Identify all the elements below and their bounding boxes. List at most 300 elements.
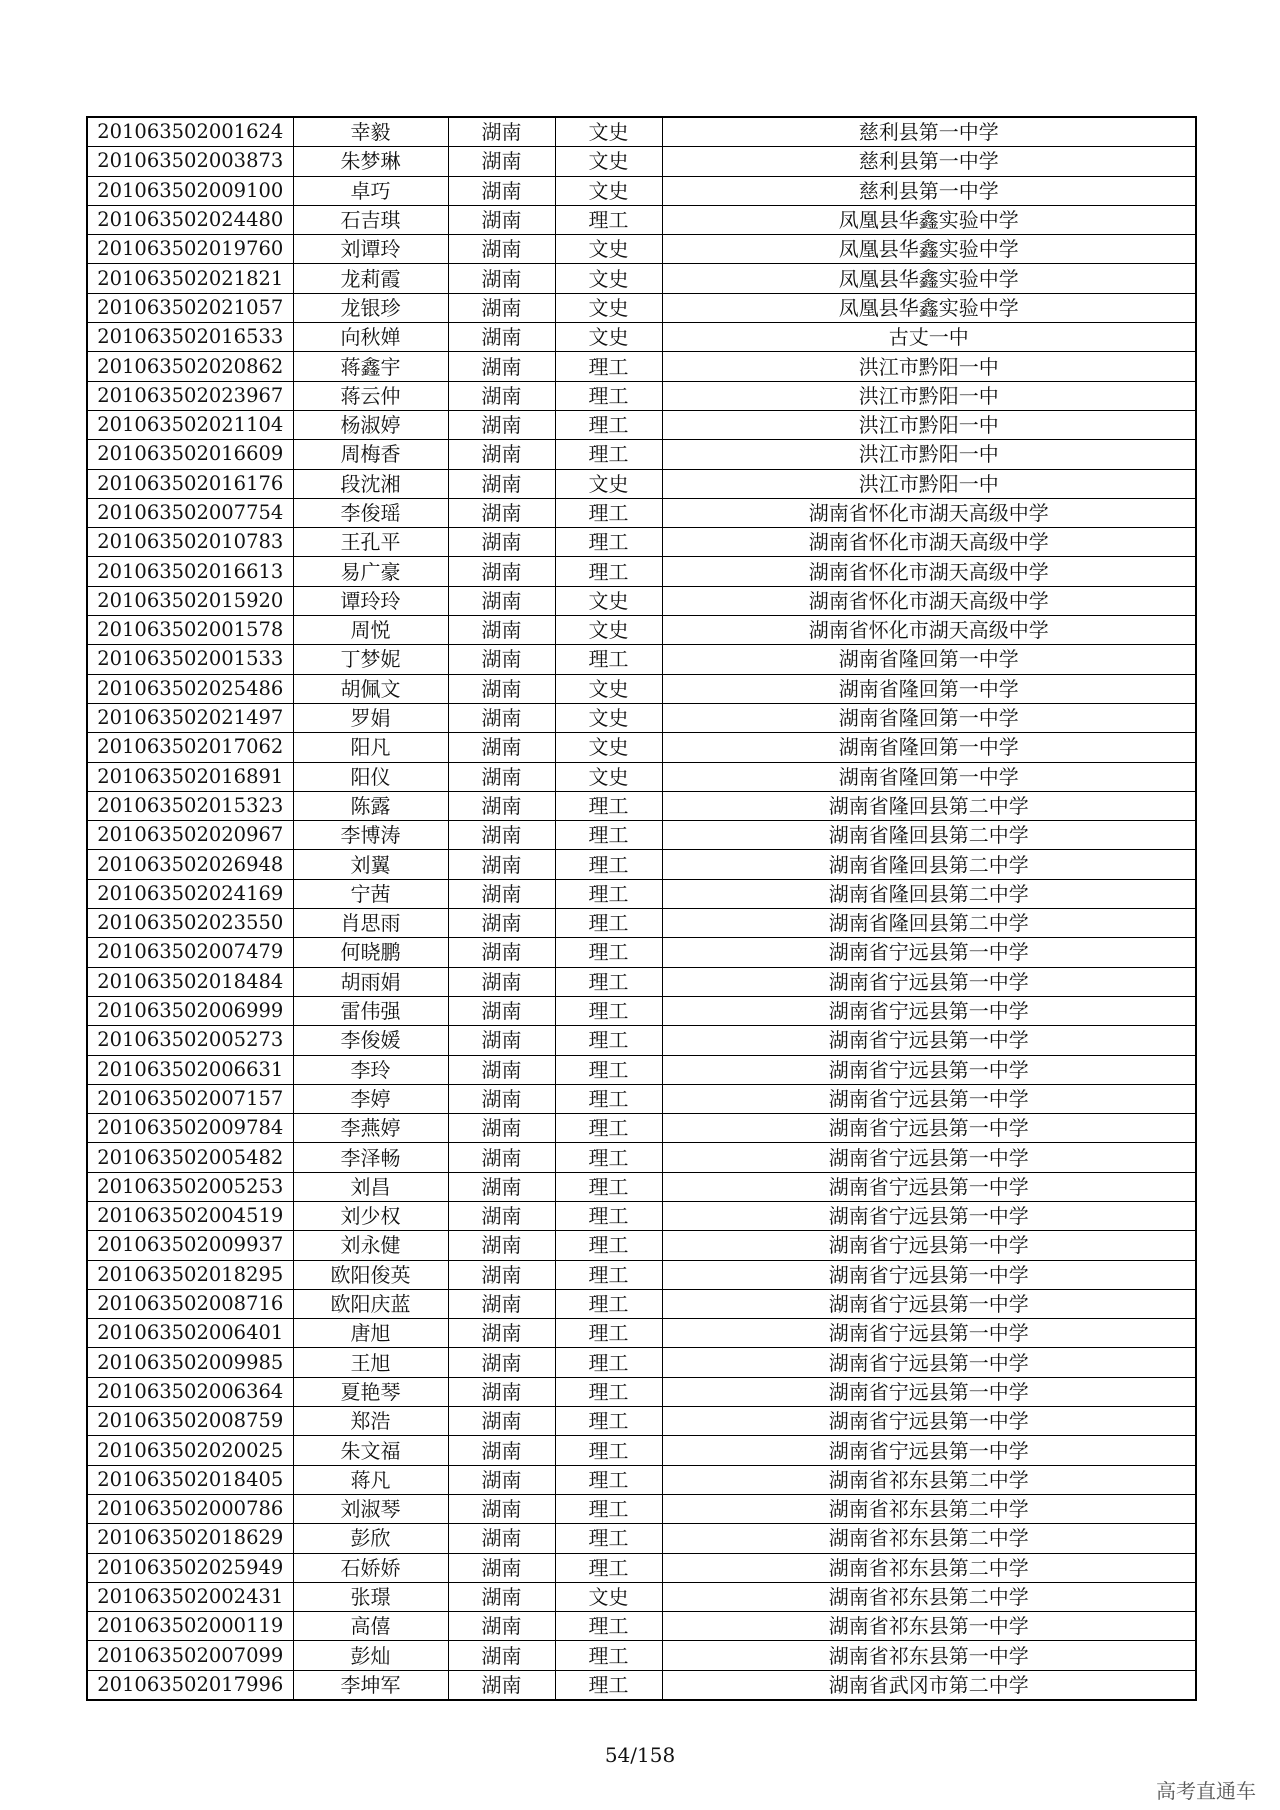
table-row [87,1465,1196,1494]
cell-school: 湖南省宁远县第一中学 [662,1377,1196,1406]
table-row [87,498,1196,527]
cell-exam-id: 201063502007099 [87,1641,293,1670]
cell-subject: 理工 [555,909,662,938]
table-row [87,381,1196,410]
cell-subject: 理工 [555,1465,662,1494]
cell-subject: 理工 [555,440,662,469]
cell-subject: 理工 [555,205,662,234]
cell-exam-id: 201063502016609 [87,440,293,469]
table-row [87,1407,1196,1436]
cell-province: 湖南 [448,1524,555,1553]
cell-exam-id: 201063502021821 [87,264,293,293]
cell-province: 湖南 [448,1084,555,1113]
cell-subject: 文史 [555,323,662,352]
cell-name: 欧阳庆蓝 [293,1289,448,1318]
table-row [87,1289,1196,1318]
cell-school: 洪江市黔阳一中 [662,410,1196,439]
table-row [87,791,1196,820]
cell-subject: 理工 [555,1436,662,1465]
table-row [87,176,1196,205]
cell-exam-id: 201063502001533 [87,645,293,674]
cell-exam-id: 201063502020862 [87,352,293,381]
table-row [87,674,1196,703]
cell-province: 湖南 [448,1465,555,1494]
cell-exam-id: 201063502000119 [87,1612,293,1641]
table-row [87,909,1196,938]
table-row [87,205,1196,234]
cell-school: 湖南省宁远县第一中学 [662,1231,1196,1260]
table-row [87,645,1196,674]
cell-school: 湖南省怀化市湖天高级中学 [662,528,1196,557]
cell-name: 胡佩文 [293,674,448,703]
cell-subject: 理工 [555,1114,662,1143]
cell-exam-id: 201063502007479 [87,938,293,967]
cell-province: 湖南 [448,586,555,615]
cell-name: 蒋凡 [293,1465,448,1494]
cell-exam-id: 201063502025949 [87,1553,293,1582]
cell-province: 湖南 [448,1436,555,1465]
cell-exam-id: 201063502019760 [87,235,293,264]
cell-school: 湖南省宁远县第一中学 [662,938,1196,967]
cell-exam-id: 201063502001578 [87,616,293,645]
cell-name: 谭玲玲 [293,586,448,615]
cell-name: 宁茜 [293,879,448,908]
cell-exam-id: 201063502017062 [87,733,293,762]
cell-name: 段沈湘 [293,469,448,498]
cell-subject: 文史 [555,762,662,791]
cell-school: 湖南省隆回第一中学 [662,733,1196,762]
cell-province: 湖南 [448,381,555,410]
cell-school: 湖南省宁远县第一中学 [662,1260,1196,1289]
cell-exam-id: 201063502009100 [87,176,293,205]
cell-exam-id: 201063502006401 [87,1319,293,1348]
table-row [87,1055,1196,1084]
cell-name: 李燕婷 [293,1114,448,1143]
cell-subject: 理工 [555,410,662,439]
cell-school: 凤凰县华鑫实验中学 [662,264,1196,293]
cell-exam-id: 201063502024169 [87,879,293,908]
cell-name: 丁梦妮 [293,645,448,674]
cell-name: 蒋云仲 [293,381,448,410]
cell-exam-id: 201063502008759 [87,1407,293,1436]
cell-province: 湖南 [448,469,555,498]
cell-subject: 理工 [555,1612,662,1641]
cell-name: 刘少权 [293,1201,448,1230]
cell-school: 湖南省隆回县第二中学 [662,821,1196,850]
cell-name: 李婷 [293,1084,448,1113]
cell-province: 湖南 [448,498,555,527]
cell-province: 湖南 [448,1377,555,1406]
cell-subject: 理工 [555,1289,662,1318]
cell-name: 肖思雨 [293,909,448,938]
cell-school: 湖南省隆回第一中学 [662,762,1196,791]
cell-name: 杨淑婷 [293,410,448,439]
cell-school: 古丈一中 [662,323,1196,352]
table-row [87,1319,1196,1348]
table-row [87,1612,1196,1641]
cell-name: 李俊瑶 [293,498,448,527]
cell-province: 湖南 [448,791,555,820]
cell-province: 湖南 [448,703,555,732]
table-row [87,1641,1196,1670]
cell-province: 湖南 [448,938,555,967]
cell-exam-id: 201063502016176 [87,469,293,498]
cell-subject: 文史 [555,293,662,322]
cell-name: 周梅香 [293,440,448,469]
table-row [87,967,1196,996]
cell-name: 雷伟强 [293,996,448,1025]
cell-school: 湖南省宁远县第一中学 [662,996,1196,1025]
cell-province: 湖南 [448,996,555,1025]
cell-subject: 理工 [555,1348,662,1377]
cell-school: 慈利县第一中学 [662,147,1196,176]
cell-province: 湖南 [448,235,555,264]
cell-exam-id: 201063502021497 [87,703,293,732]
table-row [87,1143,1196,1172]
table-row [87,703,1196,732]
cell-subject: 理工 [555,645,662,674]
cell-name: 陈露 [293,791,448,820]
cell-school: 慈利县第一中学 [662,176,1196,205]
cell-province: 湖南 [448,1201,555,1230]
cell-name: 周悦 [293,616,448,645]
cell-name: 郑浩 [293,1407,448,1436]
table-row [87,1436,1196,1465]
cell-province: 湖南 [448,821,555,850]
cell-exam-id: 201063502015920 [87,586,293,615]
cell-exam-id: 201063502025486 [87,674,293,703]
cell-name: 幸毅 [293,117,448,147]
cell-name: 刘谭玲 [293,235,448,264]
cell-school: 洪江市黔阳一中 [662,381,1196,410]
cell-subject: 文史 [555,1582,662,1611]
cell-school: 凤凰县华鑫实验中学 [662,235,1196,264]
cell-exam-id: 201063502021104 [87,410,293,439]
cell-province: 湖南 [448,293,555,322]
cell-exam-id: 201063502007754 [87,498,293,527]
cell-province: 湖南 [448,1231,555,1260]
cell-exam-id: 201063502010783 [87,528,293,557]
cell-province: 湖南 [448,1670,555,1700]
cell-province: 湖南 [448,323,555,352]
cell-subject: 理工 [555,1026,662,1055]
table-row [87,1260,1196,1289]
cell-province: 湖南 [448,1114,555,1143]
cell-province: 湖南 [448,1319,555,1348]
cell-name: 王旭 [293,1348,448,1377]
table-row [87,733,1196,762]
cell-name: 龙银珍 [293,293,448,322]
cell-subject: 理工 [555,938,662,967]
table-row [87,352,1196,381]
student-table [86,116,1197,1701]
cell-subject: 理工 [555,821,662,850]
cell-school: 湖南省祁东县第二中学 [662,1582,1196,1611]
cell-subject: 理工 [555,850,662,879]
cell-subject: 文史 [555,117,662,147]
cell-subject: 理工 [555,1084,662,1113]
cell-name: 彭灿 [293,1641,448,1670]
cell-province: 湖南 [448,1143,555,1172]
cell-subject: 理工 [555,1201,662,1230]
cell-province: 湖南 [448,410,555,439]
cell-name: 彭欣 [293,1524,448,1553]
table-row [87,1114,1196,1143]
cell-name: 胡雨娟 [293,967,448,996]
cell-school: 湖南省宁远县第一中学 [662,1143,1196,1172]
cell-exam-id: 201063502000786 [87,1494,293,1523]
cell-exam-id: 201063502009937 [87,1231,293,1260]
cell-exam-id: 201063502016613 [87,557,293,586]
cell-school: 凤凰县华鑫实验中学 [662,293,1196,322]
cell-school: 湖南省祁东县第二中学 [662,1494,1196,1523]
table-row [87,323,1196,352]
table-row [87,1670,1196,1700]
cell-name: 李泽畅 [293,1143,448,1172]
table-row [87,117,1196,147]
cell-name: 龙莉霞 [293,264,448,293]
cell-school: 湖南省隆回县第二中学 [662,791,1196,820]
cell-exam-id: 201063502021057 [87,293,293,322]
cell-exam-id: 201063502018629 [87,1524,293,1553]
cell-school: 湖南省隆回县第二中学 [662,879,1196,908]
table-row [87,440,1196,469]
cell-name: 朱梦琳 [293,147,448,176]
cell-subject: 理工 [555,879,662,908]
cell-exam-id: 201063502003873 [87,147,293,176]
cell-province: 湖南 [448,440,555,469]
table-row [87,1377,1196,1406]
cell-school: 湖南省宁远县第一中学 [662,1114,1196,1143]
cell-subject: 理工 [555,1172,662,1201]
cell-name: 李坤军 [293,1670,448,1700]
cell-name: 向秋婵 [293,323,448,352]
table-row [87,821,1196,850]
cell-exam-id: 201063502023550 [87,909,293,938]
cell-school: 湖南省祁东县第一中学 [662,1612,1196,1641]
table-row [87,879,1196,908]
table-row [87,235,1196,264]
cell-subject: 理工 [555,1407,662,1436]
cell-province: 湖南 [448,762,555,791]
table-row [87,147,1196,176]
cell-subject: 理工 [555,1377,662,1406]
cell-school: 湖南省祁东县第二中学 [662,1553,1196,1582]
cell-subject: 理工 [555,1494,662,1523]
cell-subject: 理工 [555,1231,662,1260]
cell-exam-id: 201063502009985 [87,1348,293,1377]
table-row [87,850,1196,879]
cell-province: 湖南 [448,1612,555,1641]
table-row [87,1553,1196,1582]
cell-subject: 文史 [555,235,662,264]
cell-school: 洪江市黔阳一中 [662,469,1196,498]
cell-name: 卓巧 [293,176,448,205]
cell-exam-id: 201063502006999 [87,996,293,1025]
cell-exam-id: 201063502008716 [87,1289,293,1318]
cell-name: 石娇娇 [293,1553,448,1582]
cell-province: 湖南 [448,850,555,879]
cell-school: 湖南省怀化市湖天高级中学 [662,586,1196,615]
table-row [87,1026,1196,1055]
table-row [87,938,1196,967]
cell-province: 湖南 [448,352,555,381]
cell-subject: 文史 [555,586,662,615]
cell-subject: 理工 [555,1143,662,1172]
cell-name: 何晓鹏 [293,938,448,967]
cell-subject: 理工 [555,528,662,557]
cell-exam-id: 201063502004519 [87,1201,293,1230]
cell-school: 湖南省宁远县第一中学 [662,1348,1196,1377]
cell-province: 湖南 [448,1172,555,1201]
cell-exam-id: 201063502020025 [87,1436,293,1465]
cell-school: 湖南省祁东县第二中学 [662,1465,1196,1494]
cell-subject: 理工 [555,352,662,381]
cell-province: 湖南 [448,1260,555,1289]
student-table-body [87,117,1196,1700]
cell-exam-id: 201063502017996 [87,1670,293,1700]
cell-name: 刘淑琴 [293,1494,448,1523]
cell-name: 蒋鑫宇 [293,352,448,381]
watermark-text: 高考直通车 [1156,1779,1256,1803]
cell-name: 阳仪 [293,762,448,791]
cell-school: 湖南省怀化市湖天高级中学 [662,557,1196,586]
table-row [87,264,1196,293]
table-row [87,1524,1196,1553]
page-number: 54/158 [604,1743,676,1767]
cell-subject: 理工 [555,791,662,820]
cell-school: 湖南省怀化市湖天高级中学 [662,498,1196,527]
cell-school: 湖南省怀化市湖天高级中学 [662,616,1196,645]
cell-school: 湖南省祁东县第一中学 [662,1641,1196,1670]
cell-school: 湖南省宁远县第一中学 [662,1084,1196,1113]
cell-school: 湖南省宁远县第一中学 [662,1436,1196,1465]
cell-province: 湖南 [448,1494,555,1523]
cell-exam-id: 201063502018484 [87,967,293,996]
cell-subject: 理工 [555,996,662,1025]
cell-school: 湖南省隆回县第二中学 [662,850,1196,879]
cell-province: 湖南 [448,205,555,234]
cell-name: 夏艳琴 [293,1377,448,1406]
cell-province: 湖南 [448,1553,555,1582]
cell-name: 李博涛 [293,821,448,850]
cell-subject: 理工 [555,557,662,586]
cell-province: 湖南 [448,528,555,557]
cell-school: 湖南省宁远县第一中学 [662,1319,1196,1348]
cell-school: 湖南省隆回县第二中学 [662,909,1196,938]
cell-province: 湖南 [448,1348,555,1377]
cell-subject: 理工 [555,1553,662,1582]
cell-exam-id: 201063502020967 [87,821,293,850]
cell-subject: 文史 [555,147,662,176]
table-row [87,996,1196,1025]
table-row [87,762,1196,791]
table-row [87,616,1196,645]
cell-exam-id: 201063502005482 [87,1143,293,1172]
cell-subject: 理工 [555,1641,662,1670]
table-row [87,586,1196,615]
cell-name: 高僖 [293,1612,448,1641]
cell-school: 湖南省隆回第一中学 [662,674,1196,703]
cell-school: 湖南省隆回第一中学 [662,645,1196,674]
cell-school: 慈利县第一中学 [662,117,1196,147]
cell-exam-id: 201063502007157 [87,1084,293,1113]
cell-name: 朱文福 [293,1436,448,1465]
table-row [87,1582,1196,1611]
table-row [87,1084,1196,1113]
cell-exam-id: 201063502005273 [87,1026,293,1055]
cell-exam-id: 201063502023967 [87,381,293,410]
cell-subject: 理工 [555,381,662,410]
cell-province: 湖南 [448,1641,555,1670]
cell-school: 洪江市黔阳一中 [662,440,1196,469]
cell-province: 湖南 [448,909,555,938]
cell-subject: 理工 [555,1524,662,1553]
cell-province: 湖南 [448,117,555,147]
table-row [87,410,1196,439]
table-row [87,557,1196,586]
cell-exam-id: 201063502024480 [87,205,293,234]
cell-province: 湖南 [448,1055,555,1084]
cell-subject: 理工 [555,1260,662,1289]
cell-school: 湖南省宁远县第一中学 [662,1201,1196,1230]
cell-province: 湖南 [448,1582,555,1611]
cell-subject: 文史 [555,733,662,762]
cell-subject: 理工 [555,1319,662,1348]
cell-exam-id: 201063502009784 [87,1114,293,1143]
cell-province: 湖南 [448,645,555,674]
cell-exam-id: 201063502015323 [87,791,293,820]
cell-subject: 理工 [555,1670,662,1700]
cell-subject: 文史 [555,264,662,293]
cell-school: 湖南省武冈市第二中学 [662,1670,1196,1700]
table-row [87,1494,1196,1523]
cell-school: 凤凰县华鑫实验中学 [662,205,1196,234]
cell-province: 湖南 [448,879,555,908]
cell-exam-id: 201063502018295 [87,1260,293,1289]
cell-subject: 文史 [555,674,662,703]
cell-name: 唐旭 [293,1319,448,1348]
cell-subject: 理工 [555,498,662,527]
cell-subject: 理工 [555,1055,662,1084]
table-row [87,469,1196,498]
cell-school: 湖南省宁远县第一中学 [662,967,1196,996]
cell-name: 李俊媛 [293,1026,448,1055]
cell-school: 湖南省宁远县第一中学 [662,1026,1196,1055]
cell-province: 湖南 [448,616,555,645]
cell-name: 张璟 [293,1582,448,1611]
table-row [87,528,1196,557]
cell-province: 湖南 [448,674,555,703]
cell-province: 湖南 [448,176,555,205]
cell-exam-id: 201063502006631 [87,1055,293,1084]
cell-school: 洪江市黔阳一中 [662,352,1196,381]
table-row [87,1348,1196,1377]
cell-exam-id: 201063502016533 [87,323,293,352]
cell-subject: 文史 [555,703,662,732]
cell-school: 湖南省隆回第一中学 [662,703,1196,732]
cell-exam-id: 201063502026948 [87,850,293,879]
cell-exam-id: 201063502006364 [87,1377,293,1406]
cell-name: 王孔平 [293,528,448,557]
cell-province: 湖南 [448,1026,555,1055]
cell-province: 湖南 [448,557,555,586]
cell-school: 湖南省宁远县第一中学 [662,1172,1196,1201]
cell-name: 刘翼 [293,850,448,879]
cell-school: 湖南省宁远县第一中学 [662,1289,1196,1318]
cell-subject: 文史 [555,616,662,645]
cell-name: 刘永健 [293,1231,448,1260]
